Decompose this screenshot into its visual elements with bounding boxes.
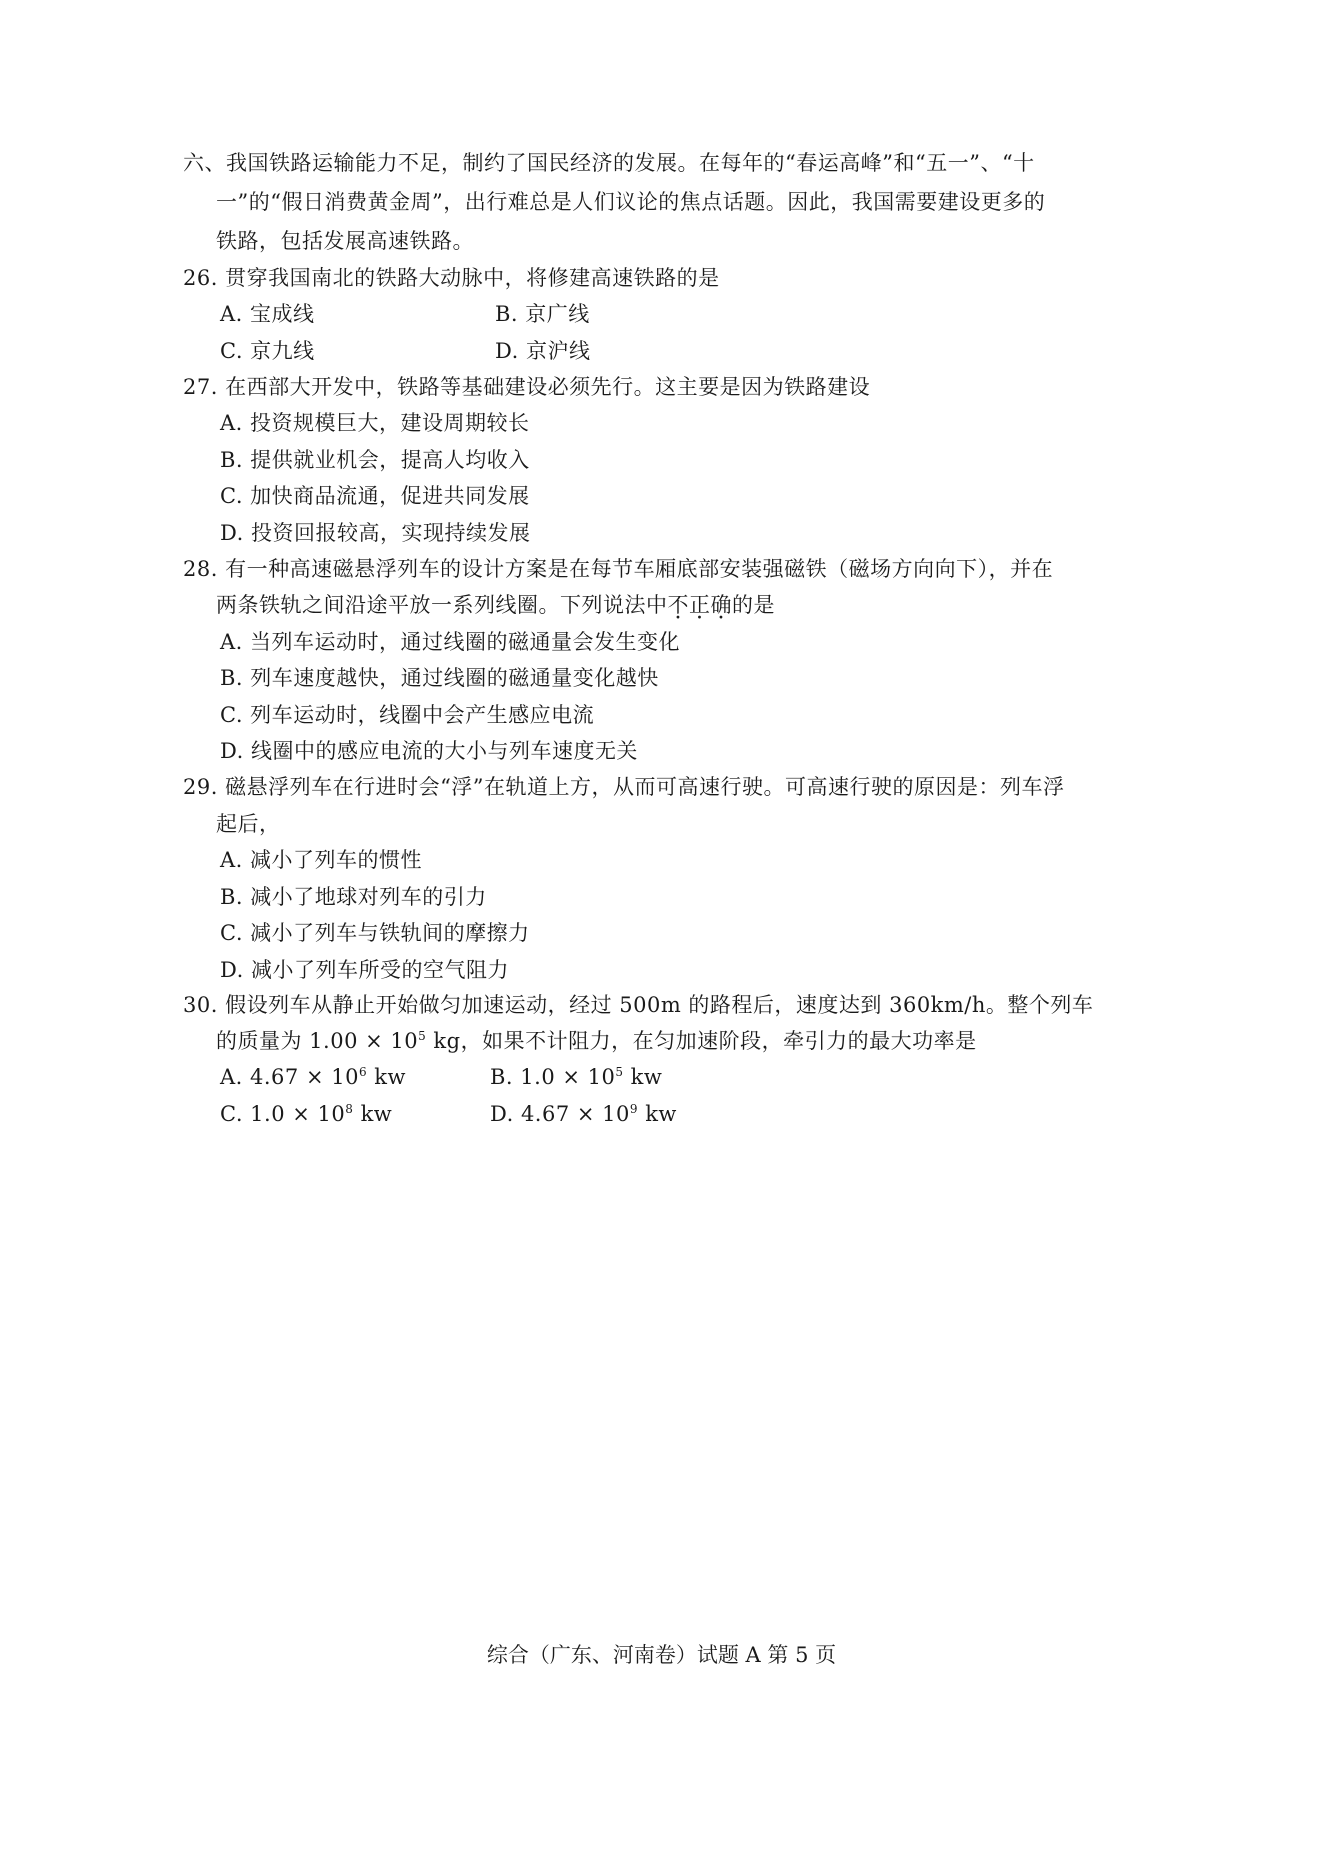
- question-29-stem-line-1: 29. 磁悬浮列车在行进时会“浮”在轨道上方，从而可高速行驶。可高速行驶的原因是：列车浮: [183, 775, 1065, 799]
- emphasis-not-correct: [668, 593, 733, 617]
- question-27-option-d: D. 投资回报较高，实现持续发展: [220, 521, 531, 545]
- question-29-option-a: A. 减小了列车的惯性: [220, 848, 423, 872]
- question-27-stem: 27. 在西部大开发中，铁路等基础建设必须先行。这主要是因为铁路建设: [183, 375, 871, 399]
- question-28-option-d: D. 线圈中的感应电流的大小与列车速度无关: [220, 739, 638, 763]
- question-28-option-a: A. 当列车运动时，通过线圈的磁通量会发生变化: [220, 630, 681, 654]
- question-27-option-c: C. 加快商品流通，促进共同发展: [220, 484, 530, 508]
- question-28-stem-line-2: [216, 590, 775, 620]
- option-c-exponent: 8: [345, 1102, 354, 1116]
- question-26-option-d: D. 京沪线: [495, 339, 591, 363]
- question-29-option-b: B. 减小了地球对列车的引力: [220, 885, 487, 909]
- question-26-stem: 26. 贯穿我国南北的铁路大动脉中，将修建高速铁路的是: [183, 266, 720, 290]
- option-c-base: C. 1.0 × 10: [220, 1102, 346, 1126]
- question-28-stem-text: 两条铁轨之间沿途平放一系列线圈。下列说法中: [216, 593, 668, 617]
- option-b-exponent: 5: [615, 1065, 624, 1079]
- question-26-option-c: C. 京九线: [220, 339, 315, 363]
- question-30-option-b: [490, 1062, 662, 1092]
- question-26-option-a: A. 宝成线: [220, 302, 315, 326]
- question-30-option-c: [220, 1099, 392, 1129]
- question-27-option-b: B. 提供就业机会，提高人均收入: [220, 448, 530, 472]
- option-a-unit: kw: [367, 1065, 406, 1089]
- question-29-option-d: D. 减小了列车所受的空气阻力: [220, 958, 509, 982]
- question-28-option-c: C. 列车运动时，线圈中会产生感应电流: [220, 703, 595, 727]
- question-30-stem-line-1: 30. 假设列车从静止开始做匀加速运动，经过 500m 的路程后，速度达到 360km/h。整个列车: [183, 993, 1094, 1017]
- section-intro-line-2: 一”的“假日消费黄金周”，出行难总是人们议论的焦点话题。因此，我国需要建设更多的: [216, 190, 1046, 214]
- question-28-stem-line-1: 28. 有一种高速磁悬浮列车的设计方案是在每节车厢底部安装强磁铁（磁场方向向下），并在: [183, 557, 1054, 581]
- option-b-base: B. 1.0 × 10: [490, 1065, 616, 1089]
- emphasized-char: 确: [710, 593, 732, 617]
- section-intro-line-1: 六、我国铁路运输能力不足，制约了国民经济的发展。在每年的“春运高峰”和“五一”、“十: [183, 151, 1035, 175]
- question-27-option-a: A. 投资规模巨大，建设周期较长: [220, 411, 530, 435]
- page-footer: 综合（广东、河南卷）试题 A 第 5 页: [486, 1643, 837, 1667]
- option-d-unit: kw: [638, 1102, 677, 1126]
- question-29-option-c: C. 减小了列车与铁轨间的摩擦力: [220, 921, 530, 945]
- mass-tail: kg，如果不计阻力，在匀加速阶段，牵引力的最大功率是: [426, 1029, 977, 1053]
- mass-exponent: 5: [418, 1029, 427, 1043]
- option-d-exponent: 9: [629, 1102, 639, 1116]
- question-30-option-a: [220, 1062, 406, 1092]
- question-28-option-b: B. 列车速度越快，通过线圈的磁通量变化越快: [220, 666, 659, 690]
- option-a-exponent: 6: [358, 1065, 368, 1079]
- question-30-stem-line-2: [216, 1026, 977, 1056]
- question-28-stem-tail: 的是: [732, 593, 775, 617]
- option-c-unit: kw: [353, 1102, 393, 1126]
- option-a-base: A. 4.67 × 10: [220, 1065, 359, 1089]
- mass-text: 的质量为 1.00 × 10: [216, 1029, 419, 1053]
- emphasized-char: 正: [689, 593, 711, 617]
- question-26-option-b: B. 京广线: [495, 302, 590, 326]
- question-30-option-d: [490, 1099, 677, 1129]
- section-intro-line-3: 铁路，包括发展高速铁路。: [216, 229, 474, 253]
- option-b-unit: kw: [623, 1065, 663, 1089]
- question-29-stem-line-2: 起后，: [216, 812, 281, 836]
- emphasized-char: 不: [667, 593, 689, 617]
- option-d-base: D. 4.67 × 10: [490, 1102, 630, 1126]
